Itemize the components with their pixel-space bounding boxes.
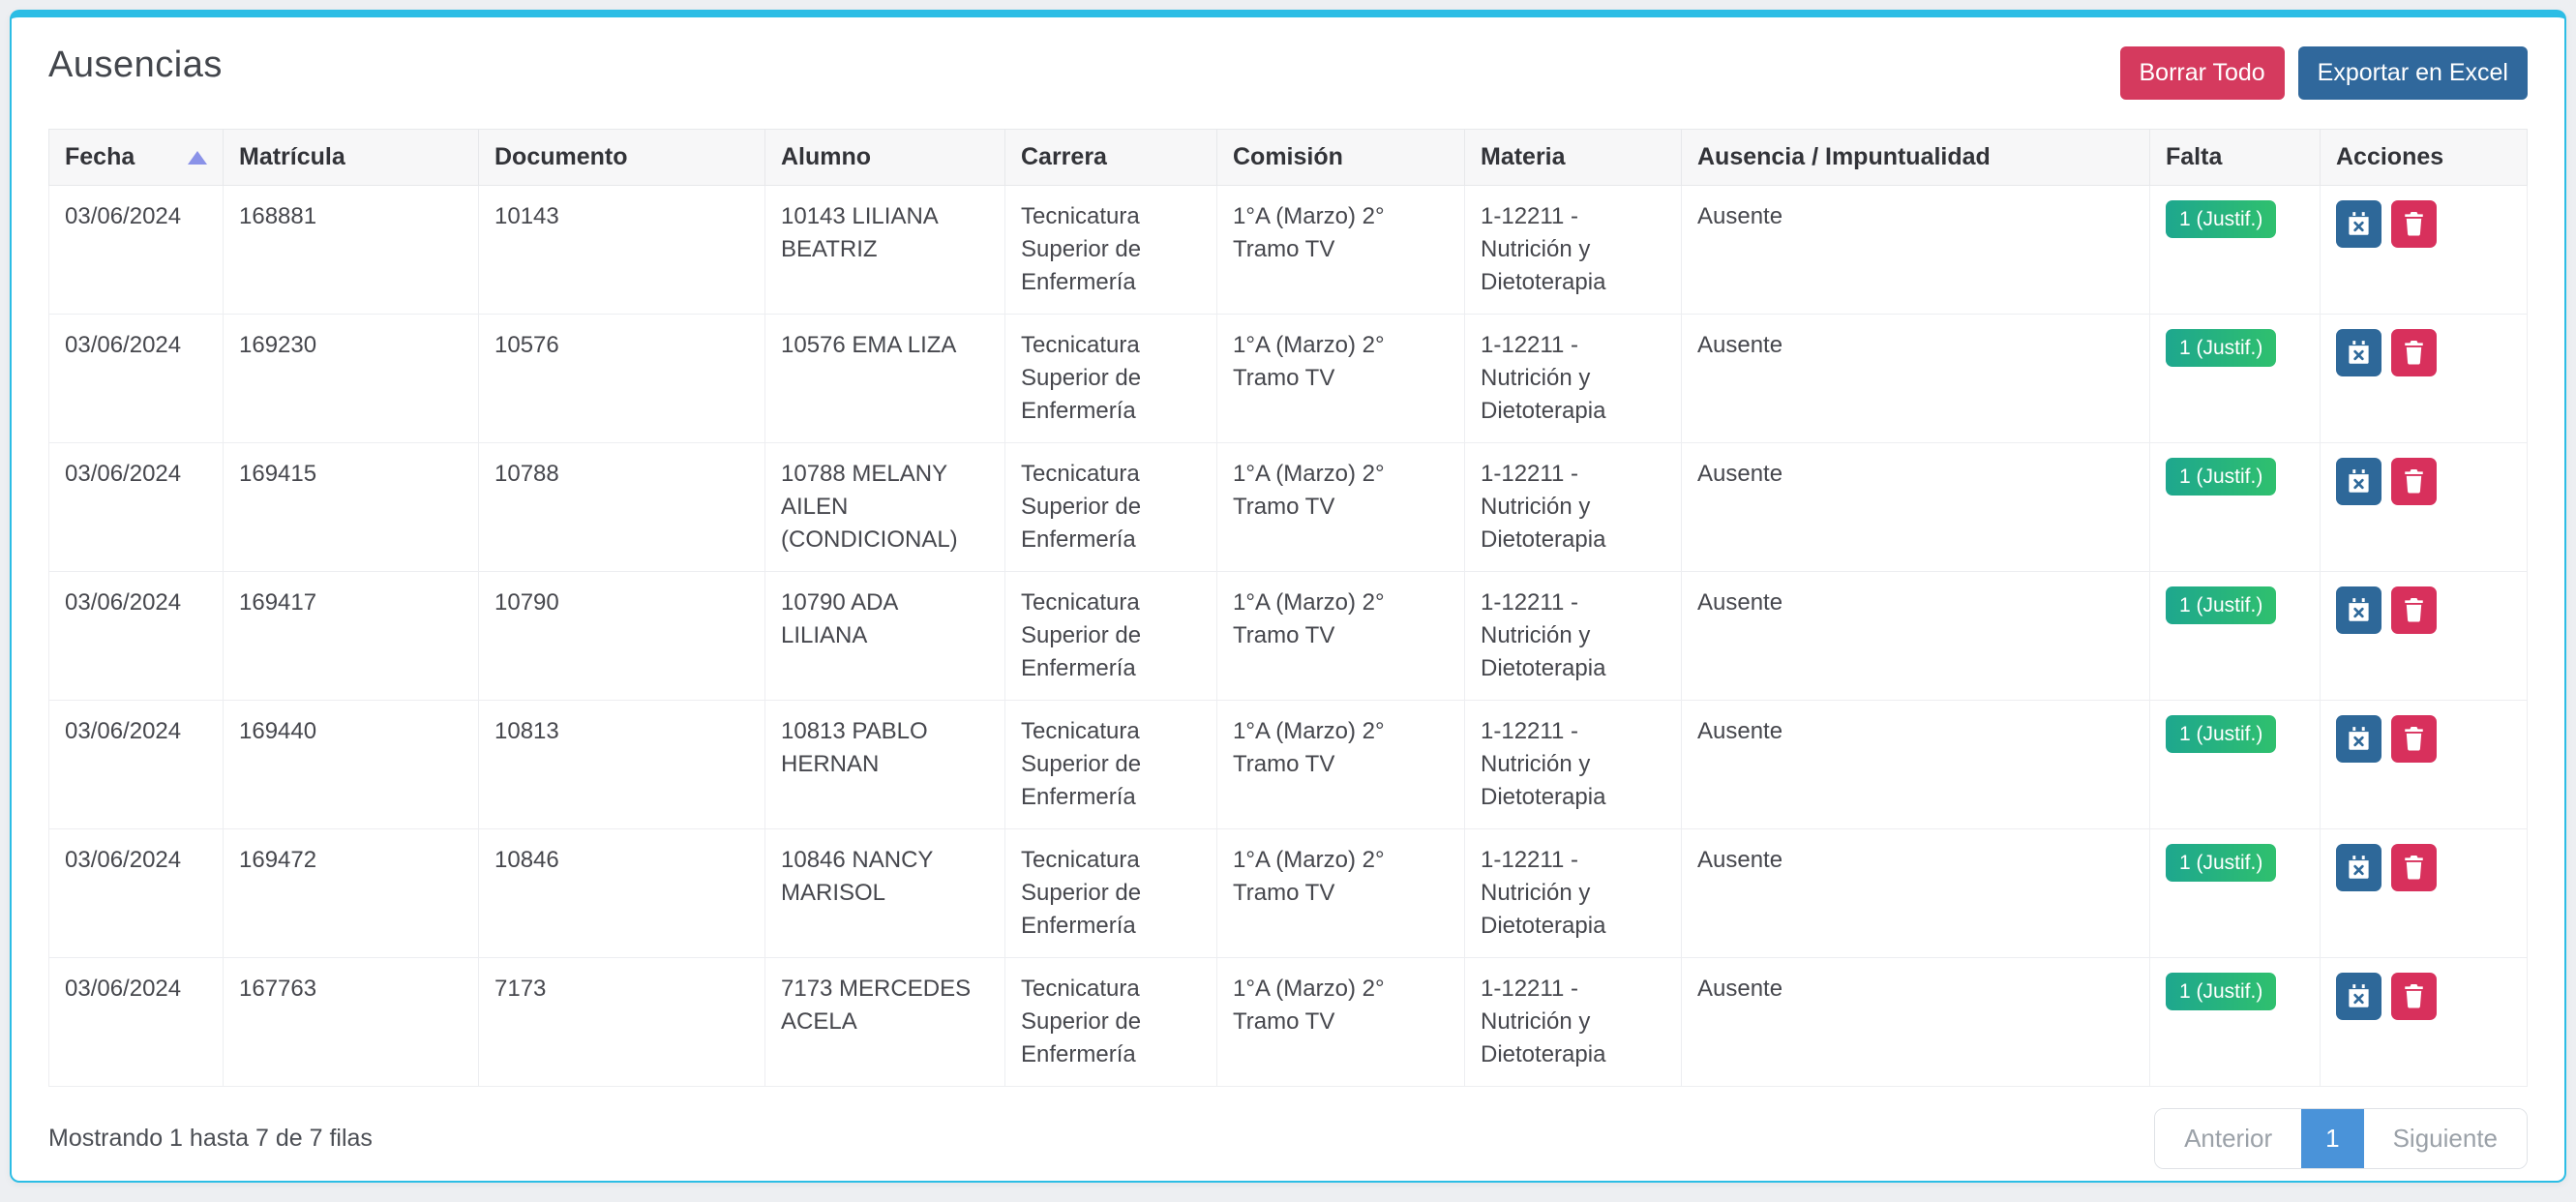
delete-absence-button[interactable] [2391,973,2437,1020]
table-row [49,958,2528,1087]
cell-documento: 10576 [479,315,765,443]
falta-badge: 1 (Justif.) [2166,329,2276,367]
column-header-acciones: Acciones [2321,130,2528,186]
cell-comision: 1°A (Marzo) 2° Tramo TV [1217,186,1465,315]
cell-comision: 1°A (Marzo) 2° Tramo TV [1217,443,1465,572]
cell-carrera: Tecnicatura Superior de Enfermería [1005,443,1217,572]
justify-absence-button[interactable] [2336,715,2381,763]
column-header-matricula: Matrícula [224,130,479,186]
sort-asc-icon [188,151,207,165]
cell-alumno: 10576 EMA LIZA [765,315,1005,443]
cell-fecha: 03/06/2024 [49,186,224,315]
table-row [49,701,2528,829]
trash-icon [2402,211,2426,237]
delete-absence-button[interactable] [2391,586,2437,634]
justify-absence-button[interactable] [2336,973,2381,1020]
delete-absence-button[interactable] [2391,715,2437,763]
trash-icon [2402,597,2426,623]
header-row [49,130,2528,186]
pagination-page-1-button[interactable]: 1 [2301,1109,2363,1168]
trash-icon [2402,726,2426,752]
falta-badge: 1 (Justif.) [2166,844,2276,882]
trash-icon [2402,468,2426,495]
cell-acciones [2321,443,2528,572]
cell-matricula: 168881 [224,186,479,315]
cell-acciones [2321,829,2528,958]
calendar-times-icon [2346,855,2372,881]
ausencias-card [10,10,2566,1183]
trash-icon [2402,983,2426,1009]
cell-matricula: 169415 [224,443,479,572]
falta-badge: 1 (Justif.) [2166,973,2276,1010]
cell-comision: 1°A (Marzo) 2° Tramo TV [1217,572,1465,701]
cell-acciones [2321,701,2528,829]
cell-comision: 1°A (Marzo) 2° Tramo TV [1217,701,1465,829]
column-header-falta: Falta [2150,130,2321,186]
column-header-carrera: Carrera [1005,130,1217,186]
cell-falta [2150,443,2321,572]
cell-falta [2150,186,2321,315]
cell-materia: 1-12211 - Nutrición y Dietoterapia [1465,701,1682,829]
cell-matricula: 167763 [224,958,479,1087]
pagination-next-button[interactable]: Siguiente [2364,1109,2527,1168]
cell-materia: 1-12211 - Nutrición y Dietoterapia [1465,443,1682,572]
cell-carrera: Tecnicatura Superior de Enfermería [1005,701,1217,829]
column-header-ausencia: Ausencia / Impuntualidad [1682,130,2150,186]
cell-falta [2150,315,2321,443]
cell-carrera: Tecnicatura Superior de Enfermería [1005,186,1217,315]
cell-matricula: 169230 [224,315,479,443]
cell-materia: 1-12211 - Nutrición y Dietoterapia [1465,829,1682,958]
falta-badge: 1 (Justif.) [2166,715,2276,753]
cell-comision: 1°A (Marzo) 2° Tramo TV [1217,958,1465,1087]
table-row [49,315,2528,443]
cell-acciones [2321,315,2528,443]
cell-materia: 1-12211 - Nutrición y Dietoterapia [1465,186,1682,315]
cell-acciones [2321,186,2528,315]
cell-alumno: 10813 PABLO HERNAN [765,701,1005,829]
trash-icon [2402,855,2426,881]
calendar-times-icon [2346,983,2372,1009]
cell-matricula: 169472 [224,829,479,958]
cell-fecha: 03/06/2024 [49,443,224,572]
cell-matricula: 169417 [224,572,479,701]
cell-documento: 10813 [479,701,765,829]
calendar-times-icon [2346,340,2372,366]
cell-fecha: 03/06/2024 [49,701,224,829]
cell-materia: 1-12211 - Nutrición y Dietoterapia [1465,572,1682,701]
column-header-fecha-label: Fecha [65,143,135,170]
cell-acciones [2321,958,2528,1087]
cell-documento: 10790 [479,572,765,701]
cell-fecha: 03/06/2024 [49,958,224,1087]
cell-documento: 10788 [479,443,765,572]
cell-ausencia: Ausente [1682,701,2150,829]
calendar-times-icon [2346,726,2372,752]
cell-alumno: 10788 MELANY AILEN (CONDICIONAL) [765,443,1005,572]
delete-absence-button[interactable] [2391,329,2437,376]
cell-fecha: 03/06/2024 [49,315,224,443]
table-row [49,186,2528,315]
column-header-fecha[interactable] [49,130,224,186]
cell-alumno: 10790 ADA LILIANA [765,572,1005,701]
card-footer [12,1087,2564,1169]
table-row [49,829,2528,958]
column-header-alumno: Alumno [765,130,1005,186]
cell-matricula: 169440 [224,701,479,829]
falta-badge: 1 (Justif.) [2166,458,2276,496]
table-row [49,443,2528,572]
cell-falta [2150,701,2321,829]
export-excel-button[interactable]: Exportar en Excel [2298,46,2528,100]
pagination [2154,1108,2528,1169]
cell-materia: 1-12211 - Nutrición y Dietoterapia [1465,958,1682,1087]
card-header [12,17,2564,129]
cell-ausencia: Ausente [1682,572,2150,701]
delete-absence-button[interactable] [2391,844,2437,891]
cell-documento: 10143 [479,186,765,315]
justify-absence-button[interactable] [2336,586,2381,634]
cell-falta [2150,958,2321,1087]
cell-carrera: Tecnicatura Superior de Enfermería [1005,958,1217,1087]
cell-ausencia: Ausente [1682,958,2150,1087]
cell-ausencia: Ausente [1682,315,2150,443]
cell-ausencia: Ausente [1682,829,2150,958]
delete-all-button[interactable]: Borrar Todo [2120,46,2285,100]
table-row [49,572,2528,701]
cell-alumno: 10143 LILIANA BEATRIZ [765,186,1005,315]
cell-fecha: 03/06/2024 [49,829,224,958]
calendar-times-icon [2346,597,2372,623]
calendar-times-icon [2346,468,2372,495]
cell-ausencia: Ausente [1682,186,2150,315]
table-area [12,129,2564,1087]
toolbar [2120,46,2529,100]
justify-absence-button[interactable] [2336,844,2381,891]
delete-absence-button[interactable] [2391,458,2437,505]
cell-carrera: Tecnicatura Superior de Enfermería [1005,315,1217,443]
cell-alumno: 10846 NANCY MARISOL [765,829,1005,958]
column-header-documento: Documento [479,130,765,186]
cell-falta [2150,829,2321,958]
justify-absence-button[interactable] [2336,329,2381,376]
calendar-times-icon [2346,211,2372,237]
falta-badge: 1 (Justif.) [2166,586,2276,624]
column-header-comision: Comisión [1217,130,1465,186]
delete-absence-button[interactable] [2391,200,2437,248]
cell-documento: 10846 [479,829,765,958]
cell-alumno: 7173 MERCEDES ACELA [765,958,1005,1087]
column-header-materia: Materia [1465,130,1682,186]
ausencias-table [48,129,2528,1087]
justify-absence-button[interactable] [2336,200,2381,248]
trash-icon [2402,340,2426,366]
pagination-prev-button[interactable]: Anterior [2155,1109,2301,1168]
cell-falta [2150,572,2321,701]
cell-comision: 1°A (Marzo) 2° Tramo TV [1217,315,1465,443]
cell-comision: 1°A (Marzo) 2° Tramo TV [1217,829,1465,958]
justify-absence-button[interactable] [2336,458,2381,505]
cell-documento: 7173 [479,958,765,1087]
pagination-summary: Mostrando 1 hasta 7 de 7 filas [48,1125,373,1152]
cell-carrera: Tecnicatura Superior de Enfermería [1005,572,1217,701]
falta-badge: 1 (Justif.) [2166,200,2276,238]
cell-materia: 1-12211 - Nutrición y Dietoterapia [1465,315,1682,443]
cell-acciones [2321,572,2528,701]
page-title: Ausencias [48,45,223,85]
cell-fecha: 03/06/2024 [49,572,224,701]
cell-carrera: Tecnicatura Superior de Enfermería [1005,829,1217,958]
cell-ausencia: Ausente [1682,443,2150,572]
